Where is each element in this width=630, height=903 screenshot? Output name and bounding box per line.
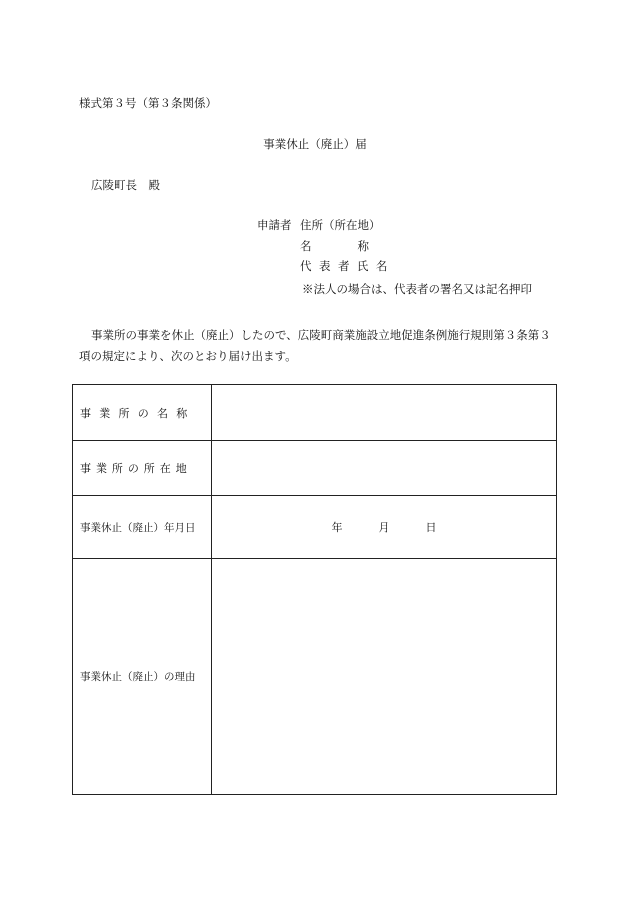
- form-number: 様式第３号（第３条関係）: [79, 96, 217, 110]
- suspension-reason-label: 事業休止（廃止）の理由: [73, 559, 212, 795]
- suspension-date-label: 事業休止（廃止）年月日: [73, 496, 212, 559]
- table-row: [73, 559, 557, 795]
- table-row: [73, 496, 557, 559]
- business-location-field[interactable]: [212, 441, 557, 496]
- date-year-label: 年: [331, 521, 343, 534]
- notification-table: [72, 384, 557, 795]
- business-name-field[interactable]: [212, 385, 557, 441]
- document-title: 事業休止（廃止）届: [263, 137, 367, 151]
- suspension-reason-field[interactable]: [212, 559, 557, 795]
- table-row: [73, 441, 557, 496]
- date-month-label: 月: [378, 521, 390, 534]
- applicant-representative-label: 代表者氏名: [300, 259, 395, 273]
- addressee: 広陵町長 殿: [91, 178, 160, 192]
- corporate-note: ※法人の場合は、代表者の署名又は記名押印: [302, 282, 532, 296]
- notification-body-text: 事業所の事業を休止（廃止）したので、広陵町商業施設立地促進条例施行規則第３条第３項の規定により、次のとおり届け出ます。: [79, 328, 551, 363]
- business-location-label: 事業所の所在地: [73, 441, 212, 496]
- business-name-label: 事業所の名称: [73, 385, 212, 441]
- applicant-name-label: 名 称: [300, 239, 369, 253]
- table-row: [73, 385, 557, 441]
- applicant-address-label: 住所（所在地）: [300, 218, 381, 232]
- suspension-date-field[interactable]: [212, 496, 557, 559]
- date-day-label: 日: [425, 521, 437, 534]
- applicant-label: 申請者: [257, 218, 292, 232]
